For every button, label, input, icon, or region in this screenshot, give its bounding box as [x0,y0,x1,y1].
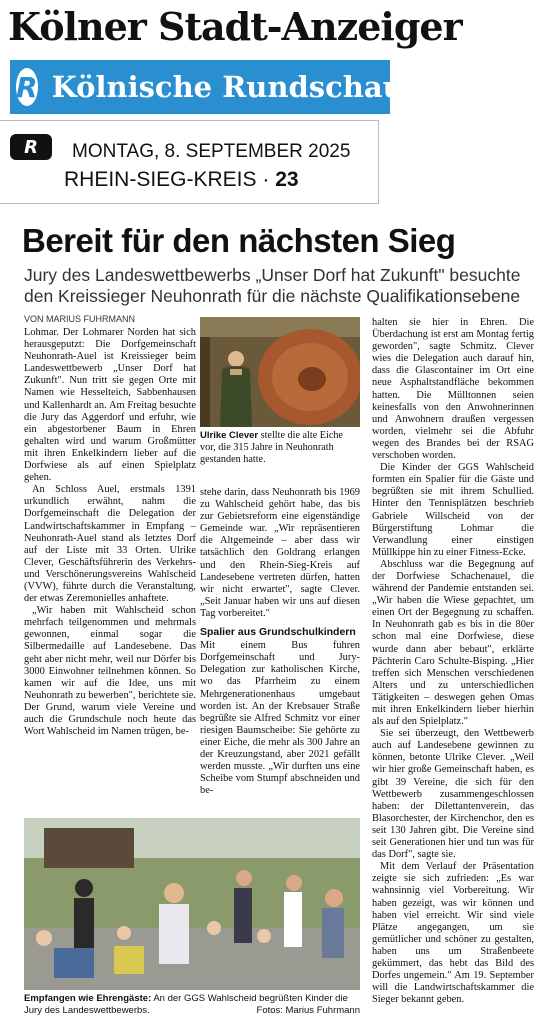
article-byline: VON MARIUS FUHRMANN [24,314,136,324]
paragraph: Die Kinder der GGS Wahlscheid formten ein Spalier für die Gäste und begrüßten sie mit ihrem Schullied. Hinter den Tennisplätzen beschrieb Gabriele Willscheid von der Bürgerstiftung Lohmar die Verwandlung einer einstigen Müllkippe hin zu einer Fitness-Ecke. [372,462,534,558]
paragraph: stehe darin, dass Neuhonrath bis 1969 zu Wahlscheid gehört habe, das bis zur Gebietsreform eine eigenständige Gemeinde war. „Wir repräsentieren die Altgemeinde – aber dass wir tatsächlich den Goldrang erlangen und den Rhein-Sieg-Kreis auf Landesebene vertreten dürfen, hatten wir nicht erwartet", sagte Clever. „Seit Januar haben wir uns auf diesen Tag vorbereitet." [200,487,360,619]
section-logo: R [10,134,52,160]
issue-date: MONTAG, 8. SEPTEMBER 2025 [72,141,351,162]
caption-lead: Ulrike Clever [200,430,259,441]
photo-school-welcome [24,818,360,990]
article-column-2 [200,487,360,813]
paragraph: Mit dem Verlauf der Präsentation zeigte sie sich zufrieden: „Es war wahnsinnig viel Vorbereitung. Wir haben gezeigt, was wir können und haben viel erreicht. Wir sind viele Plätze angegangen, um sie gemütlicher und schöner zu gestalten, haben uns um Straßenbeete gekümmert, das hebt das Bild des Dorfes ungemein." Am 19. September will die Landwirtschaftskammer die Sieger bekannt geben. [372,861,534,1006]
paragraph: „Wir haben mit Wahlscheid schon mehrfach teilgenommen und mehrmals gewonnen, einmal sogar die Silbermedaille auf Landesebene. Das geht aber nicht mehr, weil nur Dörfer bis 3000 Einwohner teilnehmen können. So kamen wir auf die Idee, uns mit Neuhonrath zu bewerben", berichtete sie. Der Grund, warum viele Vereine und auch die Grundschule noch heute das Wort Wahlscheid im Namen trügen, be- [24,605,196,738]
newspaper-subtitle-banner [10,60,404,114]
section-label: RHEIN-SIEG-KREIS · [64,168,270,191]
paragraph: Lohmar. Der Lohmarer Norden hat sich herausgeputzt: Die Dorfgemeinschaft Neuhonrath-Auel ist Kreissieger beim Landeswettbewerb „Unser Dorf hat Zukunft". Nun tritt sie gegen Orte mit Namen wie Hesselteich, Sabbenhausen und Kallenhardt an. Am Freitag besuchte die Jury das Aggerdorf und erfuhr, wie ein abgestorbener Baum in Ehren gehalten wird und warum Großmütter mit ihren Enkelkindern lieber auf die Dorfwiese als auf einen Spielplatz gehen. [24,327,196,484]
rundschau-logo: R [16,68,38,106]
paragraph: Abschluss war die Begegnung auf der Dorfwiese Schachenauel, die während der Pandemie entstanden sei. „Wir haben die Wiese gepachtet, um einen Ort der Begegnung zu schaffen. In Neuhonrath gab es bis in die 80er schon mal eine Dorfwiese, diese wurde dann aber bebaut", erklärte Pächterin Caro Schulte-Bisping. „Hier treffen sich Menschen verschiedenen Alters und zu unterschiedlichen Tätigkeiten – deswegen gehen Omas mit ihren Enkelkindern lieber hierhin als auf den Spielplatz." [372,558,534,728]
paragraph: halten sie hier in Ehren. Die Überdachung ist erst am Montag fertig geworden", sagte Schmitz. Clever wies die Delegation auch darauf hin, dass die Glascontainer im Ort eine neue Asphaltstandfläche bekommen hatten. Die Mülltonnen seien keinesfalls von den Anwohnerinnen und Anwohnern draußen vergessen worden, vielmehr sei die Abfuhr wegen des Brandes bei der RSAG verschoben worden. [372,317,534,462]
caption-text: An der GGS Wahlscheid begrüßten Kinder die Jury des Landeswettbewerbs. [24,993,348,1016]
photo-caption-2 [24,993,360,1017]
photo-credit: Fotos: Marius Fuhrmann [256,1005,360,1016]
article-column-1 [24,327,196,813]
paragraph: An Schloss Auel, erstmals 1391 urkundlich erwähnt, nahm die Dorfgemeinschaft die Delegation der Landwirtschaftskammer in Empfang – Neuhonrath-Auel stand als letztes Dorf auf der Liste mit 33 Orten. Ulrike Clever, Geschäftsführerin des Verkehrs- und Verschönerungsvereins Wahlscheid (VVW), führte durch die Veranstaltung, der etwas Zeremonielles anhaftete. [24,484,196,605]
caption-lead: Empfangen wie Ehrengäste: [24,993,152,1004]
page-number: 23 [275,168,299,191]
section-name [64,168,299,192]
article-column-3 [372,317,534,1017]
newspaper-subtitle: Kölnische Rundschau [51,70,404,104]
newspaper-title: Kölner Stadt-Anzeiger [8,4,462,49]
article-subhead: Jury des Landeswettbewerbs „Unser Dorf hat Zukunft" besuchte den Kreissieger Neuhonrath für die nächste Qualifikationsebene [24,265,521,306]
intertitle: Spalier aus Grundschulkindern [200,626,356,639]
paragraph: Sie sei überzeugt, den Wettbewerb auch auf Landesebene gewinnen zu können, betonte Ulrike Clever. „Weil wir hier große Gemeinschaft haben, es gibt 39 Vereine, die sich für den Wettbewerb zusammengeschlossen haben: der Dilettantenverein, das Blasorchester, der Kirchenchor, den es seit 130 Jahren gibt. Die Vereine sind seit Generationen hier und tun was für das Dorf", sagte sie. [372,728,534,861]
caption-text: stellte die alte Eiche vor, die 315 Jahre in Neuhonrath gestanden hatte. [200,430,343,465]
photo-caption-1 [200,430,360,466]
paragraph: Mit einem Bus fuhren Dorfgemeinschaft und Jury-Delegation zur katholischen Kirche, wo das Pfarrheim zu einem Mehrgenerationenhaus umgebaut worden ist. An der Krebsauer Straße begrüßte sie Alfred Schmitz vor einer riesigen Baumscheibe: Sie gehörte zu einer Eiche, die mehr als 300 Jahre an der Kreuzungstand, aber 2021 gefällt werden musste. „Wir durften uns eine Scheibe vom Stumpf abschneiden und be- [200,640,360,797]
article-headline: Bereit für den nächsten Sieg [22,222,456,259]
photo-oak-slice [200,317,360,427]
